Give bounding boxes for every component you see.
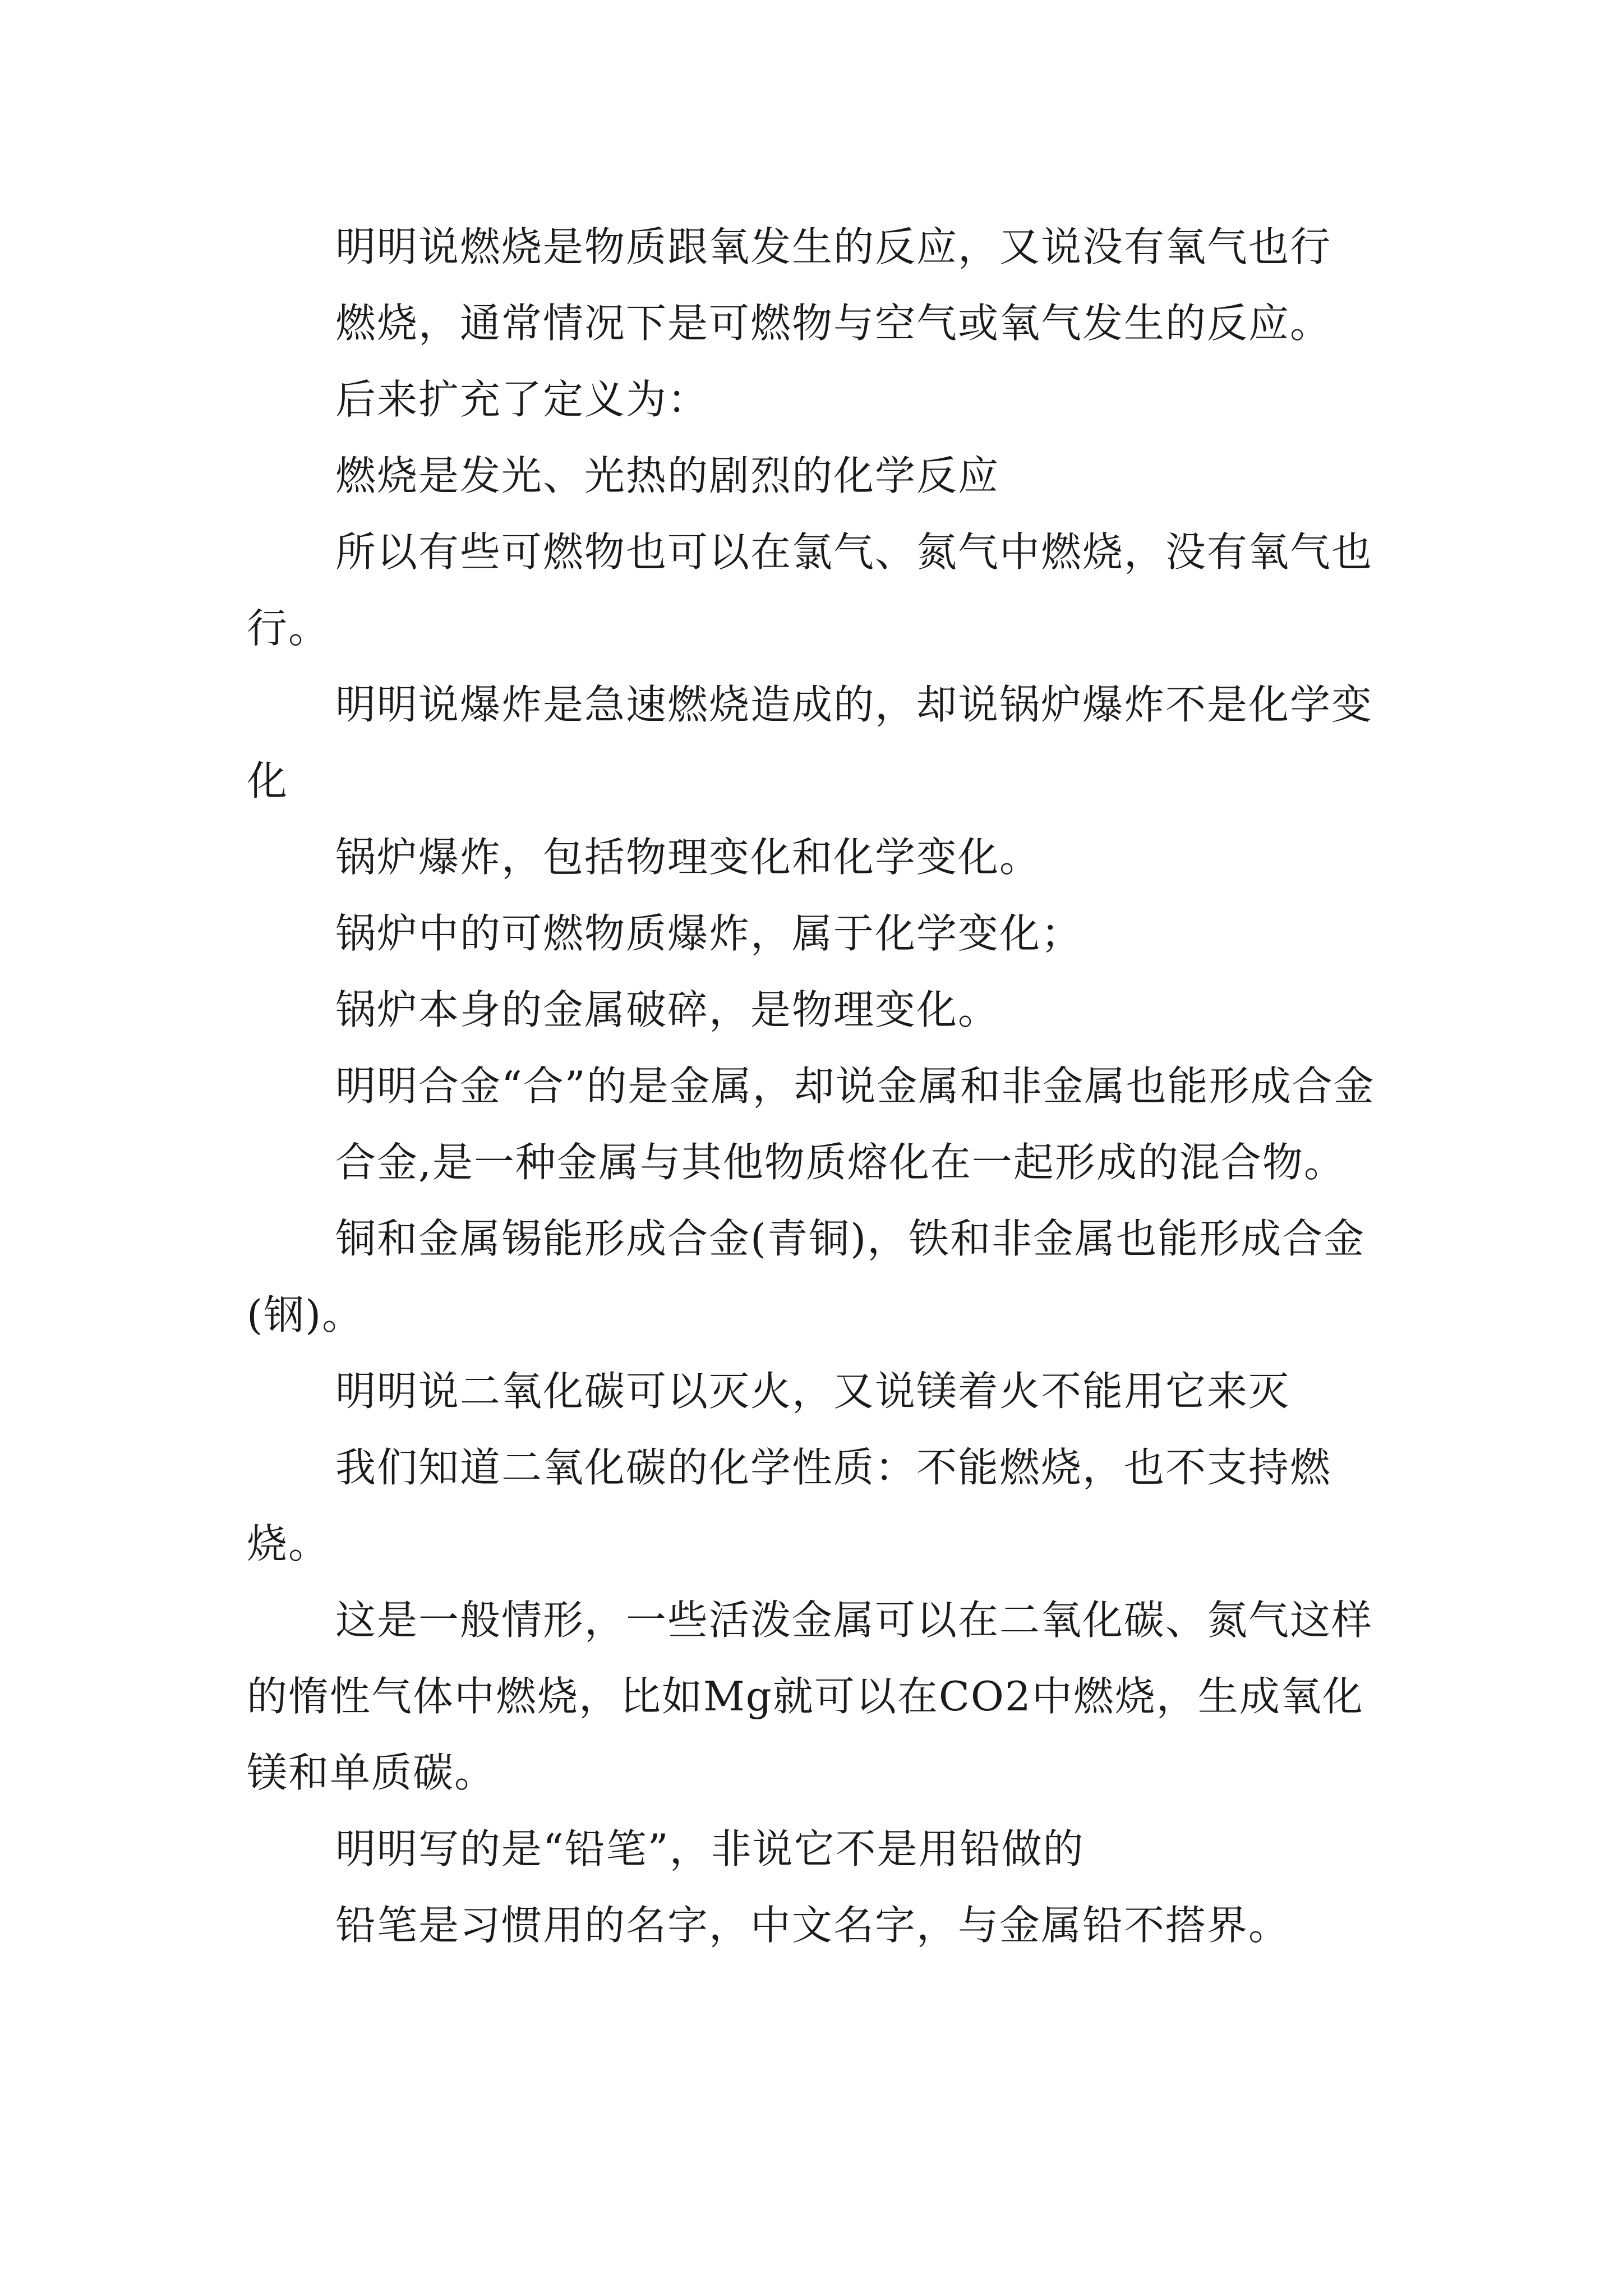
paragraph: 我们知道二氧化碳的化学性质：不能燃烧，也不支持燃烧。 (247, 1444, 1332, 1567)
paragraph: 锅炉爆炸，包括物理变化和化学变化。 (335, 834, 1041, 881)
paragraph: 燃烧是发光、光热的剧烈的化学反应 (335, 452, 1000, 499)
paragraph: 锅炉本身的金属破碎，是物理变化。 (335, 986, 1000, 1033)
paragraph: 所以有些可燃物也可以在氯气、氮气中燃烧，没有氧气也行。 (247, 528, 1373, 652)
paragraph: 合金,是一种金属与其他物质熔化在一起形成的混合物。 (335, 1139, 1345, 1186)
paragraph: 这是一般情形，一些活泼金属可以在二氧化碳、氮气这样的惰性气体中燃烧，比如Mg就可以在CO2中燃烧，生成氧化镁和单质碳。 (247, 1596, 1373, 1796)
paragraph: 铅笔是习惯用的名字，中文名字，与金属铅不搭界。 (335, 1902, 1290, 1949)
paragraph: 铜和金属锡能形成合金(青铜)，铁和非金属也能形成合金(钢)。 (247, 1215, 1366, 1338)
paragraph: 燃烧，通常情况下是可燃物与空气或氧气发生的反应。 (335, 300, 1332, 347)
paragraph: 后来扩充了定义为： (335, 376, 709, 423)
paragraph: 明明写的是“铅笔”，非说它不是用铅做的 (335, 1825, 1085, 1872)
paragraph: 明明说燃烧是物质跟氧发生的反应，又说没有氧气也行 (335, 223, 1332, 270)
document-body (247, 209, 1380, 1963)
paragraph: 明明说二氧化碳可以灭火，又说镁着火不能用它来灭 (335, 1368, 1290, 1415)
paragraph: 明明合金“合”的是金属，却说金属和非金属也能形成合金 (335, 1062, 1375, 1110)
paragraph: 明明说爆炸是急速燃烧造成的，却说锅炉爆炸不是化学变化 (247, 681, 1373, 804)
paragraph: 锅炉中的可燃物质爆炸，属于化学变化； (335, 910, 1083, 957)
